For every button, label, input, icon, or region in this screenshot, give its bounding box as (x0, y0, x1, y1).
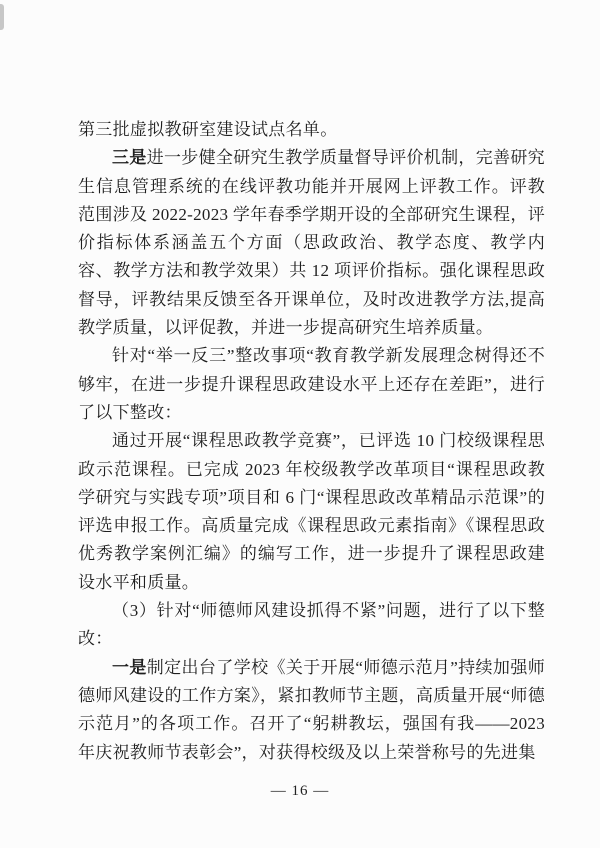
paragraph-text: 针对“举一反三”整改事项“教育教学新发展理念树得还不够牢，在进一步提升课程思政建设水平上还存在差距”，进行了以下整改： (78, 346, 545, 422)
paragraph-lead-bold: 三是 (112, 148, 147, 168)
paragraph-text: 第三批虚拟教研室建设试点名单。 (78, 120, 338, 139)
paragraph-text: （3）针对“师德师风建设抓得不紧”问题，进行了以下整改： (78, 601, 545, 649)
page-number: — 16 — (270, 783, 330, 799)
scan-artifact (0, 4, 4, 30)
document-body-text (78, 116, 545, 767)
paragraph (78, 597, 545, 654)
paragraph-text: 进一步健全研究生教学质量督导评价机制，完善研究生信息管理系统的在线评教功能并开展网上评教工作。评教范围涉及 2022-2023 学年春季学期开设的全部研究生课程，评价指标体系涵盖五个方面（思政政治、教学态度、教学内容、教学方法和教学效果）共 12 项评价指标。强化课程思政督导，评教结果反馈至各开课单位，及时改进教学方法,提高教学质量，以评促教，并进一步提高研究生培养质量。 (78, 148, 545, 338)
paragraph (78, 116, 545, 144)
paragraph (78, 144, 545, 342)
paragraph-text: 制定出台了学校《关于开展“师德示范月”持续加强师德师风建设的工作方案》，紧扣教师节主题，高质量开展“师德示范月”的各项工作。召开了“躬耕教坛，强国有我——2023 年庆祝教师节表彰会”，对获得校级及以上荣誉称号的先进集 (78, 657, 545, 762)
paragraph-lead-bold: 一是 (112, 657, 147, 677)
paragraph-text: 通过开展“课程思政教学竞赛”，已评选 10 门校级课程思政示范课程。已完成 2023 年校级教学改革项目“课程思政教学研究与实践专项”项目和 6 门“课程思政改革精品示范课”的评选申报工作。高质量完成《课程思政元素指南》《课程思政优秀教学案例汇编》的编写工作，进一步提升了课程思政建设水平和质量。 (78, 431, 545, 592)
paragraph (78, 654, 545, 767)
paragraph (78, 342, 545, 427)
paragraph (78, 427, 545, 597)
